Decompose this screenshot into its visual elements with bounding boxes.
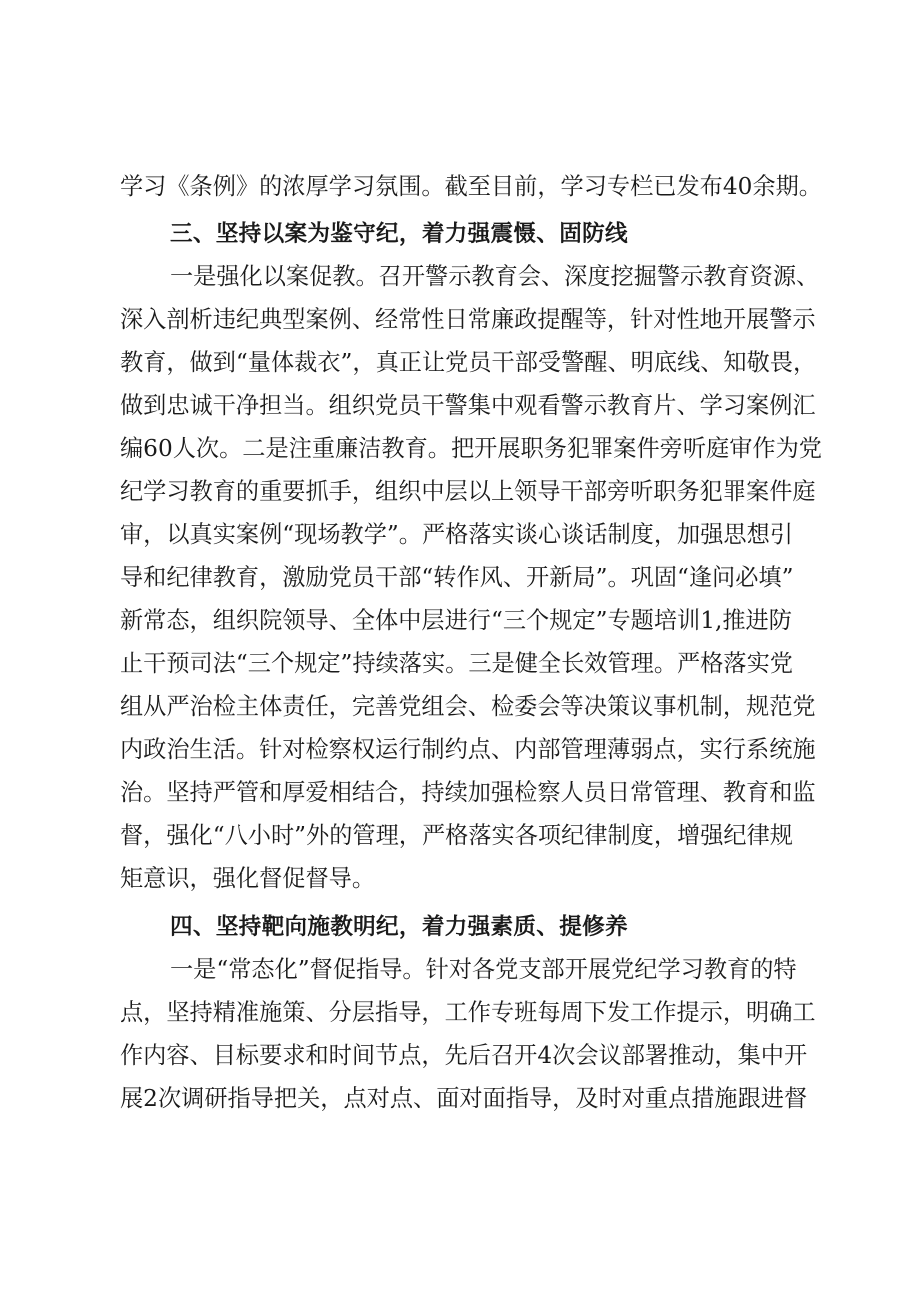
- section-heading-4: 四、坚持靶向施教明纪，着力强素质、提修养: [170, 914, 628, 940]
- paragraph-line: 教育，做到“量体裁衣”，真正让党员干部受警醒、明底线、知敬畏，: [120, 349, 817, 376]
- paragraph-line: 治。坚持严管和厚爱相结合，持续加强检察人员日常管理、教育和监: [120, 779, 816, 806]
- paragraph-line: 导和纪律教育，激励党员干部“转作风、开新局”。巩固“逢问必填”: [120, 564, 794, 591]
- paragraph-line: 编60人次。二是注重廉洁教育。把开展职务犯罪案件旁听庭审作为党: [120, 435, 822, 462]
- paragraph-line: 矩意识，强化督促督导。: [120, 865, 376, 892]
- paragraph-line: 新常态，组织院领导、全体中层进行“三个规定”专题培训1,推进防: [120, 607, 792, 634]
- paragraph-line: 展2次调研指导把关，点对点、面对面指导，及时对重点措施跟进督: [120, 1085, 808, 1112]
- section-heading-3: 三、坚持以案为鉴守纪，着力强震慑、固防线: [170, 221, 628, 247]
- paragraph-line: 止干预司法“三个规定”持续落实。三是健全长效管理。严格落实党: [120, 650, 793, 677]
- paragraph-line: 纪学习教育的重要抓手，组织中层以上领导干部旁听职务犯罪案件庭: [120, 478, 816, 505]
- paragraph-line: 学习《条例》的浓厚学习氛围。截至目前，学习专栏已发布40余期。: [120, 173, 822, 200]
- paragraph-line: 作内容、目标要求和时间节点，先后召开4次会议部署推动，集中开: [120, 1042, 808, 1069]
- paragraph-line: 做到忠诚干净担当。组织党员干警集中观看警示教育片、学习案例汇: [120, 392, 816, 419]
- paragraph-line: 一是“常态化”督促指导。针对各党支部开展党纪学习教育的特: [170, 956, 797, 983]
- paragraph-line: 点，坚持精准施策、分层指导，工作专班每周下发工作提示，明确工: [120, 999, 816, 1026]
- paragraph-line: 内政治生活。针对检察权运行制约点、内部管理薄弱点，实行系统施: [120, 736, 816, 763]
- paragraph-line: 督，强化“八小时”外的管理，严格落实各项纪律制度，增强纪律规: [120, 822, 793, 849]
- paragraph-line: 一是强化以案促教。召开警示教育会、深度挖掘警示教育资源、: [170, 263, 820, 290]
- paragraph-line: 组从严治检主体责任，完善党组会、检委会等决策议事机制，规范党: [120, 693, 816, 720]
- paragraph-line: 审，以真实案例“现场教学”。严格落实谈心谈话制度，加强思想引: [120, 521, 793, 548]
- paragraph-line: 深入剖析违纪典型案例、经常性日常廉政提醒等，针对性地开展警示: [120, 306, 816, 333]
